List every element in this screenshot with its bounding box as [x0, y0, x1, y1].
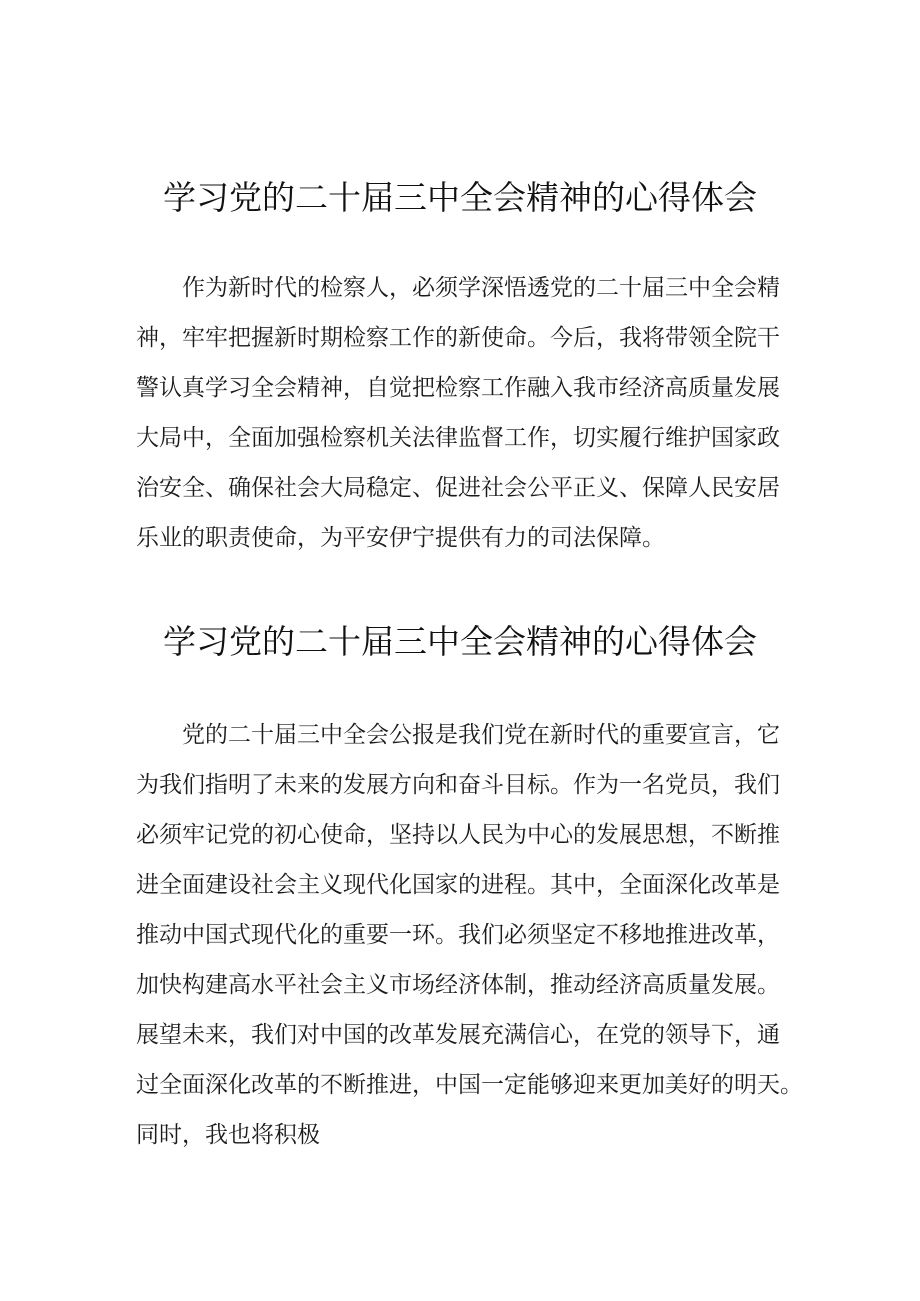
paragraph-line: 加快构建高水平社会主义市场经济体制，推动经济高质量发展。: [136, 972, 780, 998]
section-1-title: 学习党的二十届三中全会精神的心得体会: [163, 178, 757, 217]
paragraph-line: 过全面深化改革的不断推进，中国一定能够迎来更加美好的明天。: [136, 1072, 803, 1098]
section-2-paragraph: [136, 710, 803, 1160]
paragraph-line: 作为新时代的检察人，必须学深悟透党的二十届三中全会精: [136, 275, 780, 301]
paragraph-line: 必须牢记党的初心使命，坚持以人民为中心的发展思想，不断推: [136, 822, 780, 848]
paragraph-line: 推动中国式现代化的重要一环。我们必须坚定不移地推进改革，: [136, 922, 780, 948]
paragraph-line: 同时，我也将积极: [136, 1122, 320, 1148]
paragraph-line: 党的二十届三中全会公报是我们党在新时代的重要宣言，它: [136, 722, 780, 748]
paragraph-line: 大局中，全面加强检察机关法律监督工作，切实履行维护国家政: [136, 425, 780, 451]
paragraph-line: 治安全、确保社会大局稳定、促进社会公平正义、保障人民安居: [136, 475, 780, 501]
paragraph-line: 进全面建设社会主义现代化国家的进程。其中，全面深化改革是: [136, 872, 780, 898]
paragraph-line: 为我们指明了未来的发展方向和奋斗目标。作为一名党员，我们: [136, 772, 780, 798]
section-1-paragraph: [136, 263, 796, 563]
section-2-title: 学习党的二十届三中全会精神的心得体会: [163, 622, 757, 661]
paragraph-line: 展望未来，我们对中国的改革发展充满信心，在党的领导下，通: [136, 1022, 780, 1048]
paragraph-line: 乐业的职责使命，为平安伊宁提供有力的司法保障。: [136, 525, 665, 551]
paragraph-line: 警认真学习全会精神，自觉把检察工作融入我市经济高质量发展: [136, 375, 780, 401]
paragraph-line: 神，牢牢把握新时期检察工作的新使命。今后，我将带领全院干: [136, 325, 780, 351]
